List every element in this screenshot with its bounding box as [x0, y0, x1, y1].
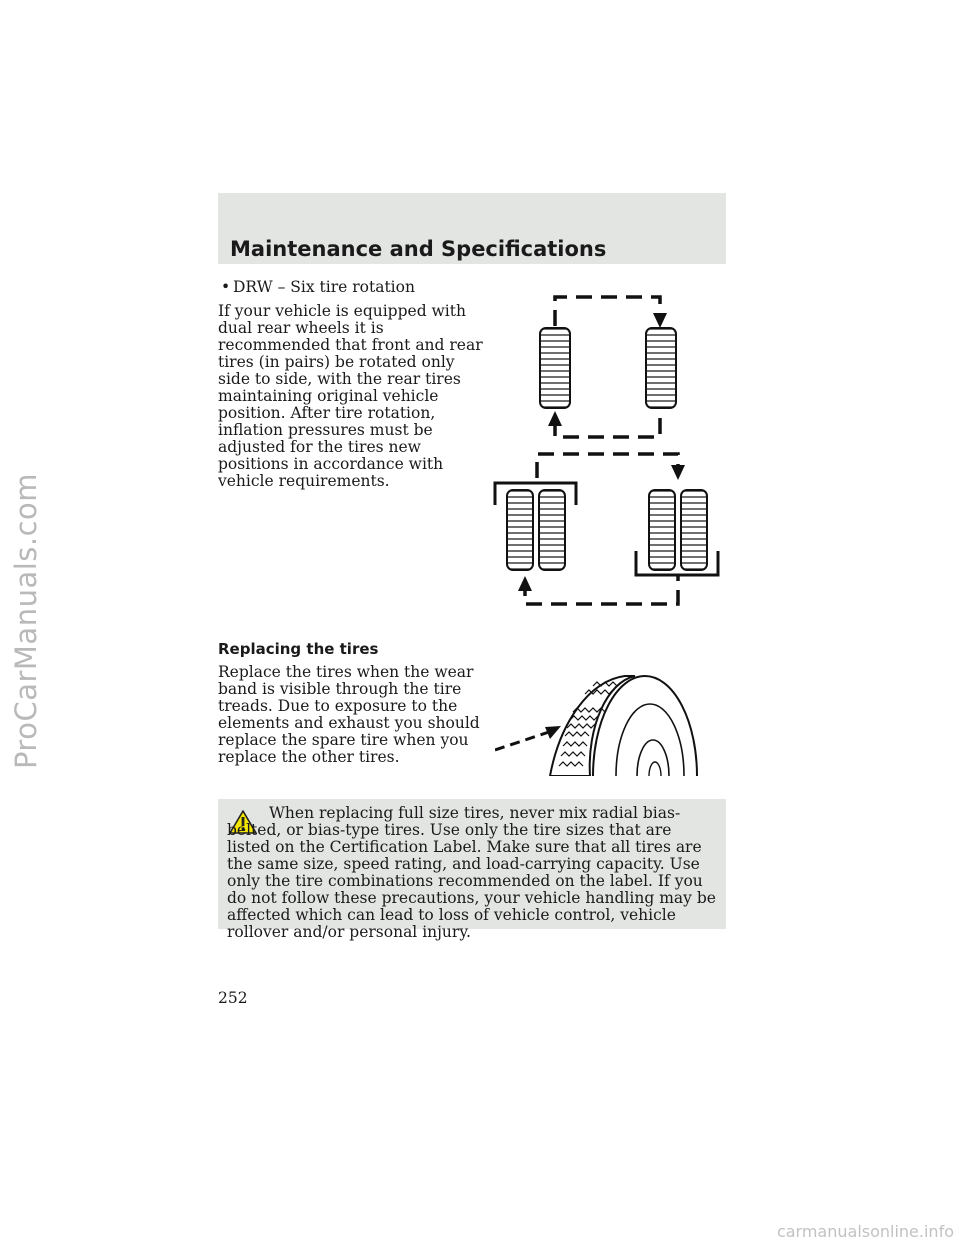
wear-band-arrow-icon — [545, 726, 561, 739]
rear-top-path — [537, 454, 678, 478]
section-header — [218, 193, 726, 264]
footer-watermark: carmanualsonline.info — [624, 1222, 960, 1242]
tire-wear-illustration — [495, 672, 700, 777]
replacing-paragraph: Replace the tires when the wear band is visible through the tire treads. Due to exposure to the elements and exhaust you should replace the spare tire when you replace the other tires. — [218, 663, 480, 766]
replacing-heading: Replacing the tires — [218, 640, 379, 658]
rear-left-dual-tires — [495, 483, 576, 570]
rear-bottom-path — [525, 574, 678, 604]
wear-band-pointer — [495, 732, 549, 750]
side-watermark — [6, 0, 46, 1242]
rotation-paragraph: If your vehicle is equipped with dual rear wheels it is recommended that front and rear tires (in pairs) be rotated only side to side, with the rear tires maintaining original vehicle position. After tire rotation, inflation pressures must be adjusted for the tires new positions in accordance with vehicle requirements. — [218, 302, 483, 490]
warning-box — [218, 799, 726, 941]
front-down-arrow-icon — [653, 313, 667, 328]
tire-rotation-diagram — [490, 290, 725, 610]
bullet-icon: • — [221, 278, 231, 296]
front-left-tire — [540, 328, 570, 408]
front-up-arrow-icon — [548, 411, 562, 426]
page-number: 252 — [218, 989, 248, 1007]
rear-up-arrow-icon — [518, 576, 532, 591]
rear-right-dual-tires — [636, 490, 718, 575]
front-bottom-path — [555, 414, 660, 437]
rotation-bullet — [221, 279, 415, 296]
rotation-bullet-text: DRW – Six tire rotation — [233, 278, 415, 296]
rear-down-arrow-icon — [671, 465, 685, 480]
front-right-tire — [646, 328, 676, 408]
page-title: Maintenance and Specifications — [230, 237, 607, 261]
front-top-path — [555, 297, 660, 326]
side-watermark-text: ProCarManuals.com — [9, 472, 43, 770]
warning-text: When replacing full size tires, never mix radial bias-belted, or bias-type tires. Use only the tire sizes that are listed on the Certification Label. Make sure that all tires are the same size, speed rating, and load-carrying capacity. Use only the tire combinations recommended on the label. If you do not follow these precautions, your vehicle handling may be affected which can lead to loss of vehicle control, vehicle rollover and/or personal injury. — [227, 804, 716, 941]
